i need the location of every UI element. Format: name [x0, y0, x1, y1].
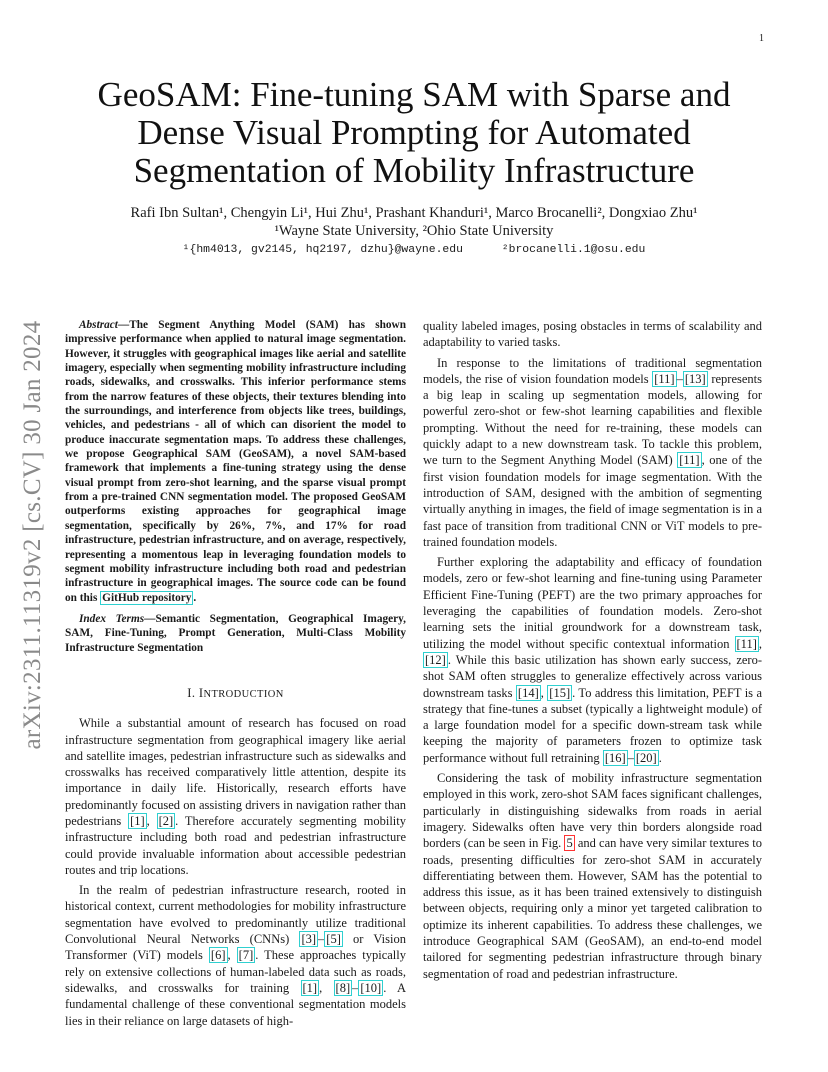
citation-link[interactable]: [3] — [301, 932, 317, 947]
citation-link[interactable]: [7] — [238, 948, 254, 963]
abstract: Abstract—The Segment Anything Model (SAM) has shown impressive performance when applied to natural image segmentation. However, it struggles with geographical images like aerial and satellite imagery, especially when segmenting mobility infrastructure including roads, sidewalks, and crosswalks. This inferior performance stems from the narrow features of these objects, their textures blending into the surroundings, and interference from objects like trees, buildings, vehicles, and pedestrians - all of which can disorient the model to produce inaccurate segmentation maps. To address these challenges, we propose Geographical SAM (GeoSAM), a novel SAM-based framework that implements a fine-tuning strategy using the dense visual prompt from zero-shot learning, and the sparse visual prompt from a pre-trained CNN segmentation model. The proposed GeoSAM outperforms existing approaches for geographical image segmentation, specifically by 26%, 7%, and 17% for road infrastructure, pedestrian infrastructure, and on average, respectively, representing a momentous leap in leveraging foundation models to segment mobility infrastructure including both road and pedestrian infrastructure in geographical images. The source code can be found on this GitHub repository . — [65, 319, 406, 604]
citation-link[interactable]: [11] — [679, 453, 700, 468]
intro-paragraph-2: In the realm of pedestrian infrastructure research, rooted in historical context, current methodologies for mobility infrastructure segmentation have evolved to predominantly utilize traditional Convolutional Neural Networks (CNNs) [3] – [5] or Vision Transformer (ViT) models [6] , [7] . These approaches typically rely on extensive collections of human-labeled data such as roads, sidewalks, and crosswalks for training [1] , [8] – [10] . A fundamental challenge of these conventional segmentation models lies in their reliance on large datasets of high- — [65, 883, 407, 1028]
author-list: Rafi Ibn Sultan¹, Chengyin Li¹, Hui Zhu¹, Prashant Khanduri¹, Marco Brocanelli², Dongxiao Zhu¹ — [130, 205, 698, 221]
citation-link[interactable]: [5] — [326, 932, 341, 947]
page-number: 1 — [759, 33, 764, 44]
right-column — [423, 318, 762, 982]
github-link[interactable]: GitHub repository — [102, 591, 192, 604]
figure-link[interactable]: 5 — [566, 836, 573, 851]
email-wayne: ¹{hm4013, gv2145, hq2197, dzhu}@wayne.edu — [182, 244, 463, 256]
abstract-label: Abstract — [79, 319, 118, 331]
peft-paragraph: Further exploring the adaptability and efficacy of foundation models, zero or few-shot learning and fine-tuning using Parameter Efficient Fine-Tuning (PEFT) are the two primary approaches for leveraging the capabilities of foundation models. Zero-shot learning sets the initial groundwork for a downstream task, utilizing the model without specific contextual information [11] , [12] . While this basic utilization has shown early success, zero-shot SAM often struggles to generalize effectively across various downstream tasks [14] , [15] . To address this limitation, PEFT is a strategy that fine-tunes a subset (typically a lightweight module) of a large foundation model for a specific down-stream task while keeping the majority of parameters frozen to optimize task performance without full retraining [16] – [20] . — [423, 555, 763, 765]
paragraph-continuation: quality labeled images, posing obstacles in terms of scalability and adaptability to varied tasks. — [423, 319, 762, 350]
citation-link[interactable]: [2] — [158, 813, 174, 828]
index-terms-text: —Semantic Segmentation, Geographical Imagery, SAM, Fine-Tuning, Prompt Generation, Multi-Class Mobility Infrastructure Segmentation — [65, 612, 406, 654]
email-osu: ²brocanelli.1@osu.edu — [501, 244, 646, 256]
citation-link[interactable]: [6] — [210, 948, 226, 963]
citation-link[interactable]: [13] — [684, 371, 706, 386]
paper-title: GeoSAM: Fine-tuning SAM with Sparse and Dense Visual Prompting for Automated Segmentation of Mobility Infrastructure — [97, 75, 731, 190]
citation-link[interactable]: [1] — [302, 980, 318, 995]
citation-link[interactable]: [16] — [604, 750, 626, 765]
intro-paragraph-1: While a substantial amount of research has focused on road infrastructure segmentation from geographical imagery like aerial and satellite images, pedestrian infrastructure such as sidewalks and crosswalks has received comparatively little attention, despite its importance in daily life. Historically, research efforts have predominantly focused on assisting drivers in navigation rather than pedestrians [1] , [2] . Therefore accurately segmenting mobility infrastructure including both road and pedestrian infrastructure could provide invaluable information about accessible pedestrian routes and trip locations. — [65, 716, 406, 877]
index-terms — [65, 612, 406, 655]
email-line — [60, 244, 768, 256]
citation-link[interactable]: [10] — [360, 980, 382, 995]
arxiv-stamp: arXiv:2311.11319v2 [cs.CV] 30 Jan 2024 — [19, 320, 46, 750]
index-terms-label: Index Terms — [79, 612, 145, 625]
affiliations: ¹Wayne State University, ²Ohio State University — [274, 223, 554, 239]
section-heading-introduction: I. INTRODUCTION — [187, 685, 284, 700]
citation-link[interactable]: [11] — [654, 371, 675, 386]
citation-link[interactable]: [15] — [549, 685, 571, 700]
left-column — [65, 318, 406, 1029]
citation-link[interactable]: [1] — [130, 813, 145, 828]
geosam-intro-paragraph: Considering the task of mobility infrastructure segmentation employed in this work, zero-shot SAM faces significant challenges, particularly in distinguishing sidewalks from roads in aerial imagery. Sidewalks often have very thin borders alongside road borders (can be seen in Fig. 5 and can have very similar textures to roads, presenting difficulties for zero-shot SAM in accurately differentiating between them. However, SAM has the potential to address this issue, as it has been trained extensively to distinguish between objects, requiring only a minor yet targeted calibration to optimize its inherent capabilities. To address these challenges, we introduce Geographical SAM (GeoSAM), an end-to-end model tailored for segmenting pedestrian infrastructure through binary segmentation of road and pedestrian infrastructure. — [423, 771, 762, 981]
citation-link[interactable]: [14] — [517, 685, 539, 700]
citation-link[interactable]: [20] — [635, 750, 657, 765]
foundation-models-paragraph: In response to the limitations of traditional segmentation models, the rise of vision foundation models [11] – [13] represents a big leap in scaling up segmentation models, allowing for powerful zero-shot or few-shot learning capabilities and flexible prompting. Without the need for re-training, these models can quickly adapt to a new downstream task. To tackle this problem, we turn to the Segment Anything Model (SAM) [11] , one of the first vision foundation models for image segmentation. With the introduction of SAM, designed with the ambition of segmenting virtually anything in images, the field of image segmentation is in a fast pace of transition from traditional CNN or ViT models to pre-trained foundation models. — [423, 355, 762, 549]
abstract-text: —The Segment Anything Model (SAM) has shown impressive performance when applied to natural image segmentation. However, it struggles with geographical images like aerial and satellite imagery, especially when segmenting mobility infrastructure including roads, sidewalks, and crosswalks. This inferior performance stems from the narrow features of these objects, their textures blending into the surroundings, and interference from objects like trees, buildings, vehicles, and pedestrians - all of which can disorient the model to produce inaccurate segmentation maps. To address these challenges, we propose Geographical SAM (GeoSAM), a novel SAM-based framework that implements a fine-tuning strategy using the dense visual prompt from zero-shot learning, and the sparse visual prompt from a pre-trained CNN segmentation model. The proposed GeoSAM outperforms existing approaches for geographical image segmentation, specifically by 26%, 7%, and 17% for road infrastructure, pedestrian infrastructure, and on average, respectively, representing a momentous leap in leveraging foundation models to segment mobility infrastructure including both road and pedestrian infrastructure in geographical images. The source code can be found on this — [65, 319, 406, 604]
citation-link[interactable]: [12] — [425, 652, 446, 667]
citation-link[interactable]: [11] — [736, 636, 757, 651]
citation-link[interactable]: [8] — [335, 980, 351, 995]
